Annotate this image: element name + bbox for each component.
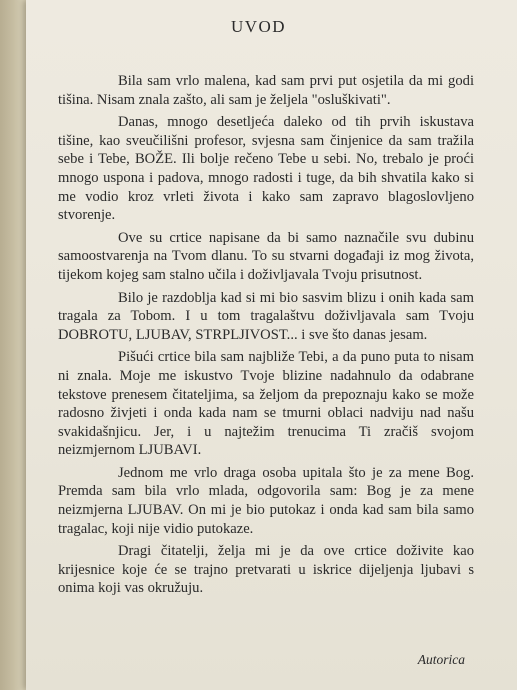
author-signature: Autorica (417, 652, 465, 667)
paragraph: Pišući crtice bila sam najbliže Tebi, a da puno puta to nisam ni znala. Moje me iskustvo Tvoje blizine nadahnulo da odabrane tekstove prenesem čitateljima, sa željom da prepoznaju kako se može radosno živjeti i onda kada nam se tmurni oblaci nadviju nad našu svakidašnjicu. Jer, i u najtežim trenucima Ti zračiš svojom neizmjernom LJUBAVI. (58, 349, 474, 459)
paragraph: Bilo je razdoblja kad si mi bio sasvim blizu i onih kada sam tragala za Tobom. I u tom tragalaštvu doživljavala sam Tvoju DOBROTU, LJUBAV, STRPLJIVOST... i sve što danas jesam. (58, 289, 474, 343)
paragraph: Danas, mnogo desetljeća daleko od tih prvih iskustava tišine, kao sveučilišni profesor, svjesna sam činjenice da sam tražila sebe i Tebe, BOŽE. Ili bolje rečeno Tebe u sebi. No, trebalo je proći mnogo uspona i padova, mnogo radosti i tuge, da bih shvatila kako si me vodio kroz vrleti života i kako sam zapravo blagoslovljeno stvorenje. (58, 114, 474, 224)
paragraph: Jednom me vrlo draga osoba upitala što je za mene Bog. Premda sam bila vrlo mlada, odgovorila sam: Bog je za mene neizmjerna LJUBAV. On mi je bio putokaz i onda kad sam bila samo tragalac, koji nije vidio putokaze. (58, 464, 474, 537)
paragraph: Ove su crtice napisane da bi samo naznačile svu dubinu samoostvarenja na Tvom dlanu. To su stvarni događaji iz mog života, tijekom kojeg sam stalno učila i doživljavala Tvoju prisutnost. (58, 229, 474, 283)
body-text (58, 72, 474, 602)
paragraph: Bila sam vrlo malena, kad sam prvi put osjetila da mi godi tišina. Nisam znala zašto, ali sam je željela "osluškivati". (58, 73, 474, 108)
paragraph: Dragi čitatelji, želja mi je da ove crtice doživite kao krijesnice koje će se trajno pretvarati u iskrice dijeljenja ljubavi s onima koji vas okružuju. (58, 543, 474, 597)
page-title: UVOD (230, 17, 287, 36)
